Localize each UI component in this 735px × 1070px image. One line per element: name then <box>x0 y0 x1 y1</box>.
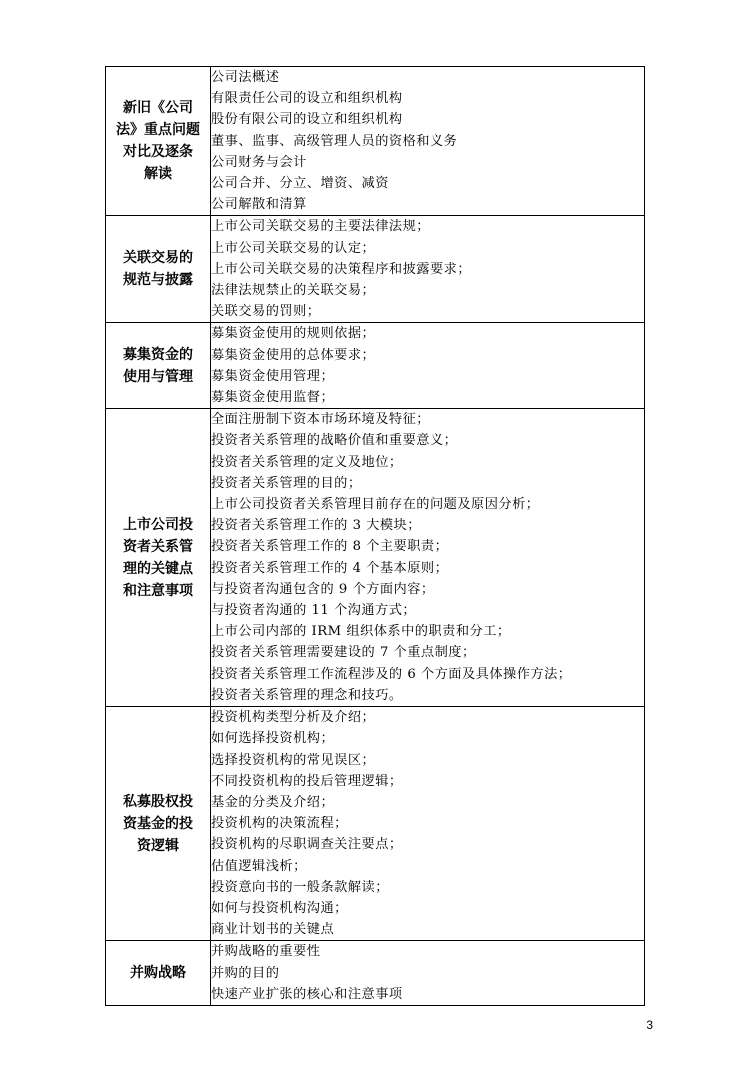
topic-line: 并购战略 <box>130 965 186 982</box>
list-item: 不同投资机构的投后管理逻辑； <box>211 773 403 789</box>
list-item: 股份有限公司的设立和组织机构 <box>211 112 403 128</box>
list-item: 如何与投资机构沟通； <box>211 900 348 916</box>
list-item: 关联交易的罚则； <box>211 304 321 320</box>
topic-line: 上市公司投 <box>123 516 193 533</box>
topic-line: 理的关键点 <box>123 560 193 577</box>
list-item: 全面注册制下资本市场环境及特征； <box>211 412 430 428</box>
list-item: 募集资金使用的规则依据； <box>211 326 376 342</box>
list-item: 投资者关系管理的理念和技巧。 <box>211 687 403 703</box>
topic-cell <box>106 216 211 323</box>
list-item: 选择投资机构的常见误区； <box>211 752 376 768</box>
list-item: 投资者关系管理的目的； <box>211 475 362 491</box>
list-item: 基金的分类及介绍； <box>211 794 335 810</box>
list-item: 投资者关系管理工作的 8 个主要职责； <box>211 539 449 555</box>
topic-line: 资者关系管 <box>123 538 193 555</box>
list-item: 并购的目的 <box>211 965 280 981</box>
list-item: 上市公司投资者关系管理目前存在的问题及原因分析； <box>211 497 540 513</box>
topic-line: 私募股权投 <box>123 793 193 810</box>
list-item: 上市公司关联交易的认定； <box>211 240 376 256</box>
list-item: 投资者关系管理工作的 4 个基本原则； <box>211 560 449 576</box>
topic-cell <box>106 67 211 216</box>
table-row <box>106 216 645 323</box>
table-row <box>106 707 645 941</box>
topic-line: 关联交易的 <box>123 250 193 267</box>
list-item: 商业计划书的关键点 <box>211 922 335 938</box>
list-item: 公司合并、分立、增资、减资 <box>211 176 389 192</box>
list-item: 公司解散和清算 <box>211 197 307 213</box>
list-item: 董事、监事、高级管理人员的资格和义务 <box>211 133 458 149</box>
table-row <box>106 409 645 707</box>
list-item: 公司法概述 <box>211 70 280 85</box>
topic-line: 资基金的投 <box>123 815 193 832</box>
topic-cell <box>106 323 211 409</box>
table-row <box>106 941 645 1006</box>
list-item: 快速产业扩张的核心和注意事项 <box>211 986 403 1002</box>
list-item: 与投资者沟通的 11 个沟通方式； <box>211 603 417 619</box>
list-item: 投资者关系管理的定义及地位； <box>211 454 403 470</box>
topic-cell <box>106 941 211 1006</box>
topic-cell <box>106 707 211 941</box>
course-table-body <box>106 67 645 1006</box>
topic-line: 新旧《公司 <box>123 100 193 117</box>
items-cell <box>211 707 645 941</box>
list-item: 募集资金使用管理； <box>211 368 335 384</box>
list-item: 投资者关系管理工作流程涉及的 6 个方面及具体操作方法； <box>211 666 572 682</box>
list-item: 投资机构的尽职调查关注要点； <box>211 837 403 853</box>
list-item: 公司财务与会计 <box>211 154 307 170</box>
list-item: 投资者关系管理的战略价值和重要意义； <box>211 433 458 449</box>
topic-line: 和注意事项 <box>123 582 193 599</box>
topic-line: 解读 <box>144 166 172 183</box>
topic-line: 募集资金的 <box>123 346 193 363</box>
list-item: 上市公司关联交易的决策程序和披露要求； <box>211 261 472 277</box>
topic-line: 对比及逐条 <box>123 144 193 161</box>
list-item: 有限责任公司的设立和组织机构 <box>211 91 403 107</box>
list-item: 上市公司内部的 IRM 组织体系中的职责和分工； <box>211 624 511 640</box>
list-item: 投资意向书的一般条款解读； <box>211 879 389 895</box>
items-cell <box>211 941 645 1006</box>
items-cell <box>211 323 645 409</box>
list-item: 与投资者沟通包含的 9 个方面内容； <box>211 581 435 597</box>
list-item: 估值逻辑浅析； <box>211 858 307 874</box>
items-cell <box>211 67 645 216</box>
list-item: 投资者关系管理需要建设的 7 个重点制度； <box>211 645 476 661</box>
list-item: 募集资金使用的总体要求； <box>211 347 376 363</box>
list-item: 投资机构类型分析及介绍； <box>211 710 376 726</box>
list-item: 上市公司关联交易的主要法律法规； <box>211 219 430 235</box>
course-table <box>105 66 645 1006</box>
table-row <box>106 67 645 216</box>
page-number: 3 <box>646 1018 653 1032</box>
topic-line: 法》重点问题 <box>116 122 200 139</box>
topic-cell <box>106 409 211 707</box>
items-cell <box>211 216 645 323</box>
list-item: 投资者关系管理工作的 3 大模块； <box>211 518 421 534</box>
items-cell <box>211 409 645 707</box>
list-item: 如何选择投资机构； <box>211 731 335 747</box>
topic-line: 规范与披露 <box>123 272 193 289</box>
table-row <box>106 323 645 409</box>
list-item: 募集资金使用监督； <box>211 390 335 406</box>
list-item: 法律法规禁止的关联交易； <box>211 283 376 299</box>
list-item: 投资机构的决策流程； <box>211 816 348 832</box>
list-item: 并购战略的重要性 <box>211 944 321 960</box>
topic-line: 使用与管理 <box>123 368 193 385</box>
topic-line: 资逻辑 <box>137 837 179 854</box>
